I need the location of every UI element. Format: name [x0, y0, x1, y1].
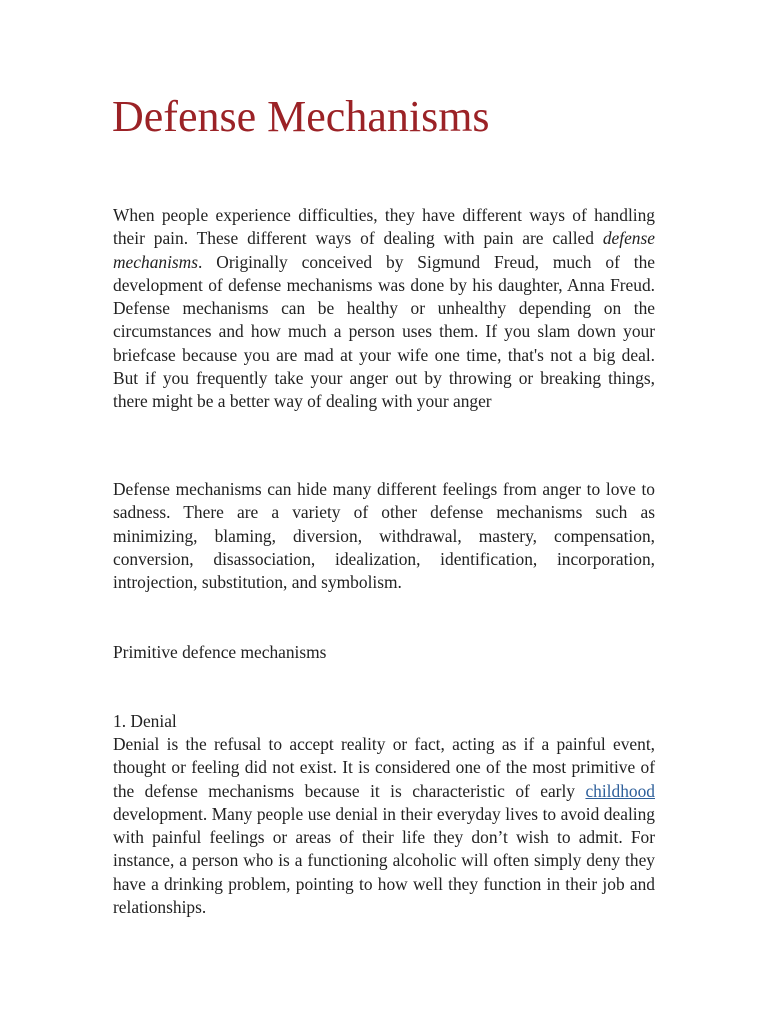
denial-heading: 1. Denial — [113, 711, 177, 731]
denial-paragraph — [113, 733, 655, 919]
denial-text-end: development. Many people use denial in their everyday lives to avoid dealing with painful feelings or areas of their life they don’t wish to admit. For instance, a person who is a functioning alcoholic will often simply deny they have a drinking problem, pointing to how well they function in their job and relationships. — [113, 803, 655, 918]
defense-mechanisms-emphasis: defense mechanisms — [113, 228, 655, 272]
intro-text-start: When people experience difficulties, they have different ways of handling their pain. These different ways of dealing with pain are called — [113, 205, 655, 249]
mechanisms-list-paragraph: Defense mechanisms can hide many different feelings from anger to love to sadness. There are a variety of other defense mechanisms such as minimizing, blaming, diversion, withdrawal, mastery, compensation, conversion, disassociation, idealization, identification, incorporation, introjection, substitution, and symbolism. — [113, 479, 655, 593]
childhood-link[interactable]: childhood — [585, 780, 655, 801]
intro-paragraph — [113, 204, 655, 414]
page-title: Defense Mechanisms — [112, 92, 490, 141]
denial-text-start: Denial is the refusal to accept reality or fact, acting as if a painful event, thought or feeling did not exist. It is considered one of the most primitive of the defense mechanisms because it is characteristic of early — [113, 734, 655, 801]
section-heading: Primitive defence mechanisms — [113, 642, 327, 662]
intro-text-end: . Originally conceived by Sigmund Freud, much of the development of defense mechanisms was done by his daughter, Anna Freud. Defense mechanisms can be healthy or unhealthy depending on the circumstances and how much a person uses them. If you slam down your briefcase because you are mad at your wife one time, that's not a big deal. But if you frequently take your anger out by throwing or breaking things, there might be a better way of dealing with your anger — [113, 251, 655, 412]
